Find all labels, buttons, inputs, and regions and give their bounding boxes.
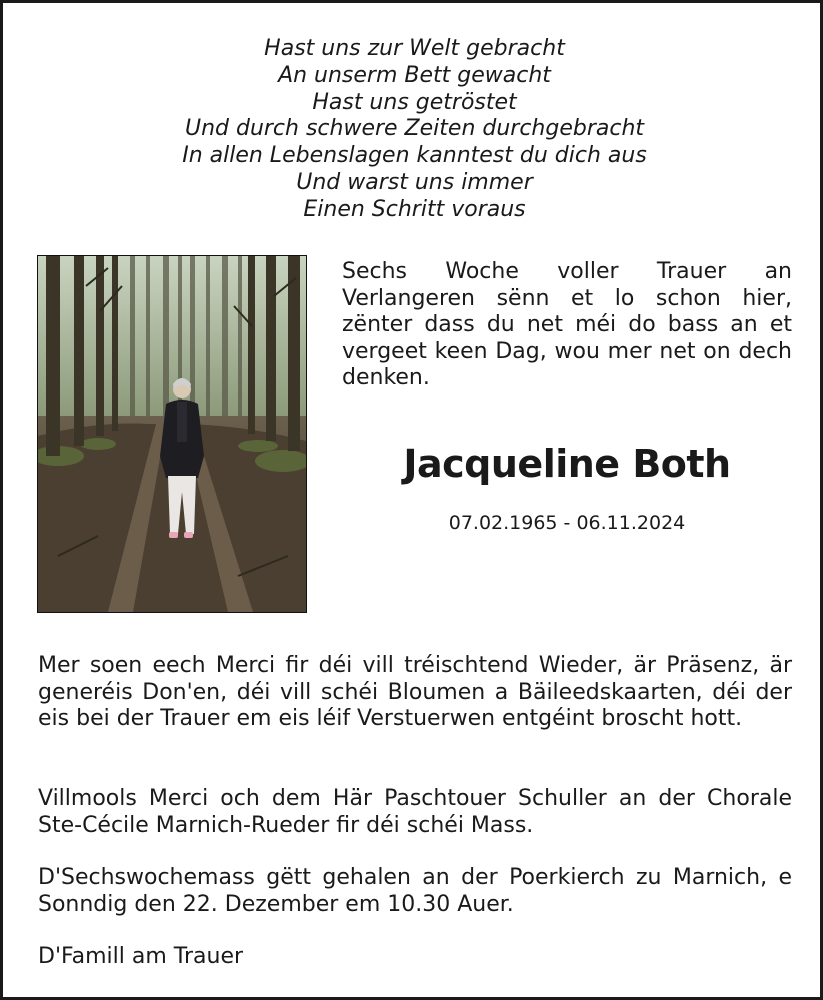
life-dates: 07.02.1965 - 06.11.2024: [448, 512, 686, 534]
thanks-paragraph: Mer soen eech Merci fir déi vill tréischtend Wieder, är Präsenz, är generéis Don'en, déi vill schéi Bloumen a Bäileedskaarten, déi der eis bei der Trauer em eis léif Verstuerwen entgéint broscht hott.: [38, 653, 792, 732]
poem-line: Und durch schwere Zeiten durchgebracht: [184, 116, 645, 142]
poem-line: Einen Schritt voraus: [303, 196, 526, 222]
poem-line: Und warst uns immer: [296, 169, 533, 195]
poem-line: Hast uns zur Welt gebracht: [264, 36, 565, 61]
deceased-name: Jacqueline Both: [403, 442, 731, 486]
signature: D'Famill am Trauer: [38, 944, 244, 969]
memorial-photo: [37, 255, 307, 613]
intro-text: Sechs Woche voller Trauer an Verlangeren sënn et lo schon hier, zënter dass du net méi do bass an et vergeet keen Dag, wou mer net on dech denken.: [342, 259, 792, 391]
thanks-priest-paragraph: Villmools Merci och dem Här Paschtouer Schuller an der Chorale Ste-Cécile Marnich-Rueder fir déi schéi Mass.: [38, 786, 792, 838]
memorial-poem: [43, 36, 786, 224]
poem-line: Hast uns getröstet: [312, 89, 517, 115]
mass-announcement: D'Sechswochemass gëtt gehalen an der Poerkierch zu Marnich, e Sonndig den 22. Dezember em 10.30 Auer.: [38, 865, 792, 917]
poem-line: In allen Lebenslagen kanntest du dich aus: [182, 143, 647, 169]
poem-line: An unserm Bett gewacht: [278, 62, 551, 88]
